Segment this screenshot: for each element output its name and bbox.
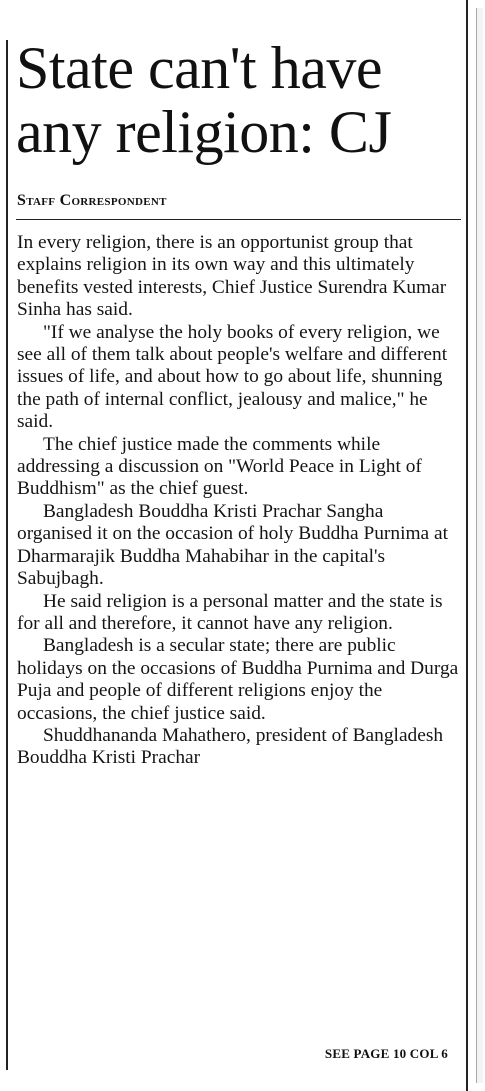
paragraph: Bangladesh Bouddha Kristi Prachar Sangha organised it on the occasion of holy Buddha Purnima at Dharmarajik Buddha Mahabihar in the capital's Sabujbagh. (17, 500, 449, 590)
paragraph: "If we analyse the holy books of every religion, we see all of them talk about people's welfare and different issues of life, and about how to go about life, shunning the path of internal conflict, jealousy and malice," he said. (17, 321, 448, 433)
continuation-jump-line: SEE PAGE 10 COL 6 (324, 1046, 448, 1061)
byline-divider (16, 219, 461, 220)
adjacent-column-edge (476, 8, 483, 1083)
paragraph: He said religion is a personal matter and the state is for all and therefore, it cannot have any religion. (17, 590, 443, 634)
paragraph: Bangladesh is a secular state; there are public holidays on the occasions of Buddha Purnima and Durga Puja and people of different religions enjoy the occasions, the chief justice said. (17, 635, 459, 724)
headline: State can't have any religion: CJ (16, 35, 392, 165)
article-body (17, 232, 461, 770)
paragraph: In every religion, there is an opportunist group that explains religion in its own way and this ultimately benefits vested interests, Chief Justice Surendra Kumar Sinha has said. (17, 232, 447, 321)
byline: Staff Correspondent (17, 192, 167, 209)
paragraph: The chief justice made the comments while addressing a discussion on "World Peace in Light of Buddhism" as the chief guest. (17, 433, 422, 500)
column-right-rule (466, 0, 468, 1091)
column-left-rule (6, 40, 8, 1070)
paragraph: Shuddhananda Mahathero, president of Bangladesh Bouddha Kristi Prachar (17, 724, 444, 769)
